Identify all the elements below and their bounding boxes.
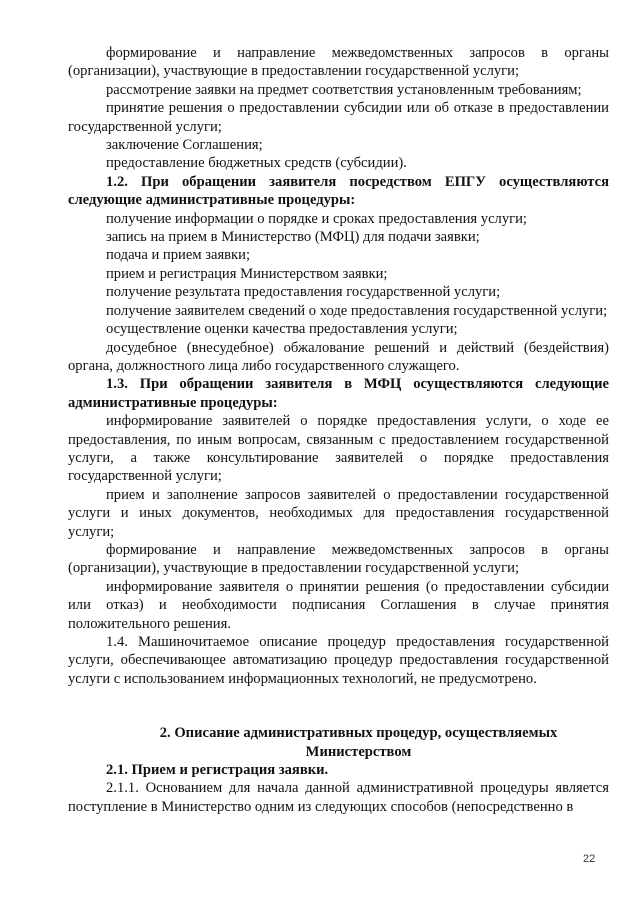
paragraph: формирование и направление межведомственных запросов в органы (организации), участвующие в предоставлении государственной услуги; [68, 541, 609, 577]
paragraph: заключение Соглашения; [106, 137, 263, 154]
paragraph: принятие решения о предоставлении субсидии или об отказе в предоставлении государственной услуги; [68, 100, 609, 135]
paragraph: получение заявителем сведений о ходе предоставления государственной услуги; [106, 302, 608, 319]
heading-2-1: 2.1. Прием и регистрация заявки. [106, 762, 329, 779]
paragraphs-b [68, 210, 609, 376]
heading-1-3: 1.3. При обращении заявителя в МФЦ осуществляются следующие административные процедуры: [68, 376, 609, 411]
paragraphs-a [68, 44, 609, 173]
page-number: 22 [583, 853, 596, 865]
paragraph: информирование заявителя о принятии решения (о предоставлении субсидии или отказ) и необходимости подписания Соглашения в случае принятия положительного решения. [68, 578, 609, 632]
document-page [68, 44, 609, 816]
paragraph: досудебное (внесудебное) обжалование решений и действий (бездействия) органа, должностного лица либо государственного служащего. [68, 339, 609, 374]
section-spacer [68, 688, 609, 724]
paragraph: подача и прием заявки; [106, 247, 251, 264]
paragraphs-c [68, 412, 609, 688]
paragraph: формирование и направление межведомственных запросов в органы (организации), участвующие в предоставлении государственной услуги; [68, 45, 609, 80]
paragraph: запись на прием в Министерство (МФЦ) для подачи заявки; [106, 229, 480, 246]
paragraph: информирование заявителей о порядке предоставления услуги, о ходе ее предоставления, по иным вопросам, связанным с предоставлением государственной услуги, а также консультирование заявителей о порядке предоставления государственной услуги; [68, 413, 609, 485]
paragraph: рассмотрение заявки на предмет соответствия установленным требованиям; [106, 81, 582, 98]
paragraph: получение результата предоставления государственной услуги; [106, 284, 501, 301]
paragraph: осуществление оценки качества предоставления услуги; [106, 321, 458, 338]
paragraph: получение информации о порядке и сроках предоставления услуги; [106, 210, 527, 227]
paragraph-2-1-1: 2.1.1. Основанием для начала данной административной процедуры является поступление в Министерство одним из следующих способов (непосредственно в [68, 780, 609, 815]
paragraph: прием и заполнение запросов заявителей о предоставлении государственной услуги и иных документов, необходимых для предоставления государственной услуги; [68, 486, 609, 540]
heading-1-2: 1.2. При обращении заявителя посредством ЕПГУ осуществляются следующие административные процедуры: [68, 173, 609, 209]
paragraph: предоставление бюджетных средств (субсидии). [106, 155, 407, 172]
paragraph: 1.4. Машиночитаемое описание процедур предоставления государственной услуги, обеспечивающее автоматизацию процедур предоставления государственной услуги с использованием информационных технологий, не предусмотрено. [68, 634, 609, 687]
paragraph: прием и регистрация Министерством заявки; [106, 265, 388, 282]
section-2-title: 2. Описание административных процедур, осуществляемых Министерством [159, 725, 558, 760]
